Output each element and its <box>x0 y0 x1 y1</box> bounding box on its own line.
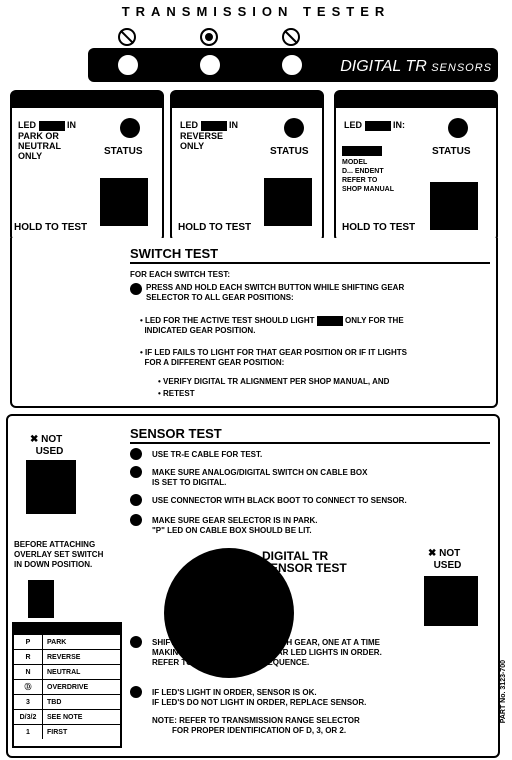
panel-led-label <box>18 120 76 161</box>
legend-key: P <box>14 635 43 649</box>
note-line: OVERLAY SET SWITCH <box>14 550 104 559</box>
step-bullet-icon <box>130 514 142 526</box>
note-line: BEFORE ATTACHING <box>14 540 96 549</box>
panel-header <box>336 92 496 108</box>
legend-row <box>14 694 120 709</box>
panel-desc: PARK OR <box>18 130 59 141</box>
model-bar <box>342 146 382 156</box>
step-line: ONLY FOR THE <box>344 316 404 326</box>
sensor-step-1: USE TR-E CABLE FOR TEST. <box>152 450 263 459</box>
not-used-text: ✖ NOT <box>428 548 461 559</box>
legend-value: REVERSE <box>47 653 81 661</box>
legend-value: TBD <box>47 698 62 706</box>
not-used-text: USED <box>433 560 462 571</box>
led-suffix: IN <box>67 120 77 130</box>
legend-key: R <box>14 650 43 664</box>
status-led <box>448 118 468 138</box>
step-bullet-icon <box>130 283 142 295</box>
status-label: STATUS <box>270 146 309 157</box>
step-bullet-icon <box>130 636 142 648</box>
dial-label-line: DIGITAL TR <box>262 549 329 563</box>
legend-row <box>14 724 120 739</box>
led-suffix: IN: <box>393 120 406 130</box>
tester-title: TRANSMISSION TESTER <box>121 4 391 19</box>
status-label: STATUS <box>432 146 471 157</box>
sensors-text: SENSORS <box>431 62 492 74</box>
led-code-box <box>317 316 343 326</box>
hold-to-test-button[interactable] <box>430 182 478 230</box>
panel-desc: REFER TO <box>342 177 378 184</box>
shift-instruction <box>152 638 382 668</box>
panel-desc: REVERSE <box>180 130 224 141</box>
hold-to-test-button[interactable] <box>264 178 312 226</box>
legend-value: SEE NOTE <box>47 713 83 721</box>
panel-header <box>12 92 162 108</box>
slash-circle-icon <box>282 28 300 46</box>
step-line: FOR PROPER IDENTIFICATION OF D, 3, OR 2. <box>172 726 347 735</box>
legend-row <box>14 634 120 649</box>
step-bullet-icon <box>130 686 142 698</box>
dial-label-line: SENSOR TEST <box>262 561 347 575</box>
brand-text: DIGITAL TR <box>340 58 427 75</box>
led-code-box <box>201 121 227 131</box>
step-line: FOR A DIFFERENT GEAR POSITION: <box>144 358 285 367</box>
legend-value: FIRST <box>47 728 68 736</box>
not-used-left-square <box>26 460 76 514</box>
step-bullet-icon <box>130 448 142 460</box>
sensor-step-4 <box>152 516 318 536</box>
verify-instruction: • VERIFY DIGITAL TR ALIGNMENT PER SHOP MANUAL, AND <box>158 377 390 386</box>
hold-to-test-label: HOLD TO TEST <box>342 222 416 233</box>
legend-key: 3 <box>14 695 43 709</box>
indicator-light-3 <box>280 53 304 77</box>
step-line: REFER TO CHART FOR LED SEQUENCE. <box>152 658 310 667</box>
hold-to-test-label: HOLD TO TEST <box>178 222 252 233</box>
note-instruction <box>152 716 360 736</box>
step-line: • LED FOR THE ACTIVE TEST SHOULD LIGHT <box>140 316 315 326</box>
legend-value: OVERDRIVE <box>47 683 89 691</box>
panel-desc: ONLY <box>180 140 205 151</box>
result-instruction <box>152 688 366 708</box>
dot-circle-icon <box>200 28 218 46</box>
step-line: PRESS AND HOLD EACH SWITCH BUTTON WHILE SHIFTING GEAR <box>146 283 405 292</box>
brand-label <box>340 58 492 76</box>
led-code-box <box>39 121 65 131</box>
legend-row <box>14 679 120 694</box>
panel-desc: D... ENDENT <box>342 168 384 175</box>
legend-row <box>14 664 120 679</box>
not-used-text: USED <box>35 446 64 457</box>
step-line: "P" LED ON CABLE BOX SHOULD BE LIT. <box>152 526 312 535</box>
panel-led-label <box>180 120 238 151</box>
sensor-step-3: USE CONNECTOR WITH BLACK BOOT TO CONNECT TO SENSOR. <box>152 496 407 505</box>
status-label: STATUS <box>104 146 143 157</box>
legend-key: N <box>14 665 43 679</box>
sensor-step-2 <box>152 468 367 488</box>
panel-desc: ONLY <box>18 150 43 161</box>
not-used-left <box>30 434 63 458</box>
panel-desc: NEUTRAL <box>18 140 61 151</box>
legend-value: PARK <box>47 638 67 646</box>
panel-desc: MODEL <box>342 159 368 166</box>
legend-key: 1 <box>14 725 43 739</box>
step-line: • IF LED FAILS TO LIGHT FOR THAT GEAR POSITION OR IF IT LIGHTS <box>140 348 407 357</box>
step-line: IF LED'S DO NOT LIGHT IN ORDER, REPLACE SENSOR. <box>152 698 367 707</box>
led-text: LED <box>180 120 198 130</box>
switch-step <box>146 283 404 303</box>
step-line: MAKE SURE ANALOG/DIGITAL SWITCH ON CABLE BOX <box>152 468 368 477</box>
legend-row <box>14 709 120 724</box>
legend-row <box>14 649 120 664</box>
not-used-text: ✖ NOT <box>30 434 63 445</box>
panel-desc-block <box>342 158 394 194</box>
status-led <box>120 118 140 138</box>
led-light-instruction <box>140 316 404 336</box>
indicator-light-1 <box>116 53 140 77</box>
retest-instruction: • RETEST <box>158 389 195 398</box>
indicator-light-2 <box>198 53 222 77</box>
note-line: IN DOWN POSITION. <box>14 560 93 569</box>
hold-to-test-label: HOLD TO TEST <box>14 222 88 233</box>
switch-intro: FOR EACH SWITCH TEST: <box>130 270 230 279</box>
step-line: SELECTOR TO ALL GEAR POSITIONS: <box>146 293 294 302</box>
step-line: IF LED'S LIGHT IN ORDER, SENSOR IS OK. <box>152 688 317 697</box>
legend-value: NEUTRAL <box>47 668 81 676</box>
step-line: MAKING SURE THE PROPER GEAR LED LIGHTS IN ORDER. <box>152 648 382 657</box>
panel-led-label <box>344 120 405 131</box>
led-code-box <box>365 121 391 131</box>
gear-legend <box>12 622 122 748</box>
step-bullet-icon <box>130 494 142 506</box>
divider <box>130 262 490 264</box>
divider <box>130 442 490 444</box>
step-bullet-icon <box>130 466 142 478</box>
panel-desc: SHOP MANUAL <box>342 186 394 193</box>
switch-test-title: SWITCH TEST <box>130 246 219 261</box>
panel-header <box>172 92 322 108</box>
led-text: LED <box>344 120 362 130</box>
step-line: IS SET TO DIGITAL. <box>152 478 227 487</box>
dial-label <box>262 550 347 574</box>
legend-header <box>14 624 120 634</box>
step-line: NOTE: REFER TO TRANSMISSION RANGE SELECTOR <box>152 716 360 725</box>
step-line: MAKE SURE GEAR SELECTOR IS IN PARK. <box>152 516 318 525</box>
hold-to-test-button[interactable] <box>100 178 148 226</box>
legend-key: D/3/2 <box>14 710 43 724</box>
not-used-right <box>428 548 461 572</box>
slash-circle-icon <box>118 28 136 46</box>
step-line: SHIFT GEAR SELECTOR INTO EACH GEAR, ONE AT A TIME <box>152 638 381 647</box>
sensor-test-title: SENSOR TEST <box>130 426 222 441</box>
fail-instruction <box>140 348 407 368</box>
led-suffix: IN <box>229 120 239 130</box>
led-text: LED <box>18 120 36 130</box>
not-used-right-square <box>424 576 478 626</box>
status-led <box>284 118 304 138</box>
overlay-switch[interactable] <box>28 580 54 618</box>
part-number: PART No. 3123-700 <box>500 660 507 724</box>
before-attaching-note <box>14 540 103 570</box>
step-line: INDICATED GEAR POSITION. <box>144 326 256 336</box>
legend-key: Ⓓ <box>14 680 43 694</box>
